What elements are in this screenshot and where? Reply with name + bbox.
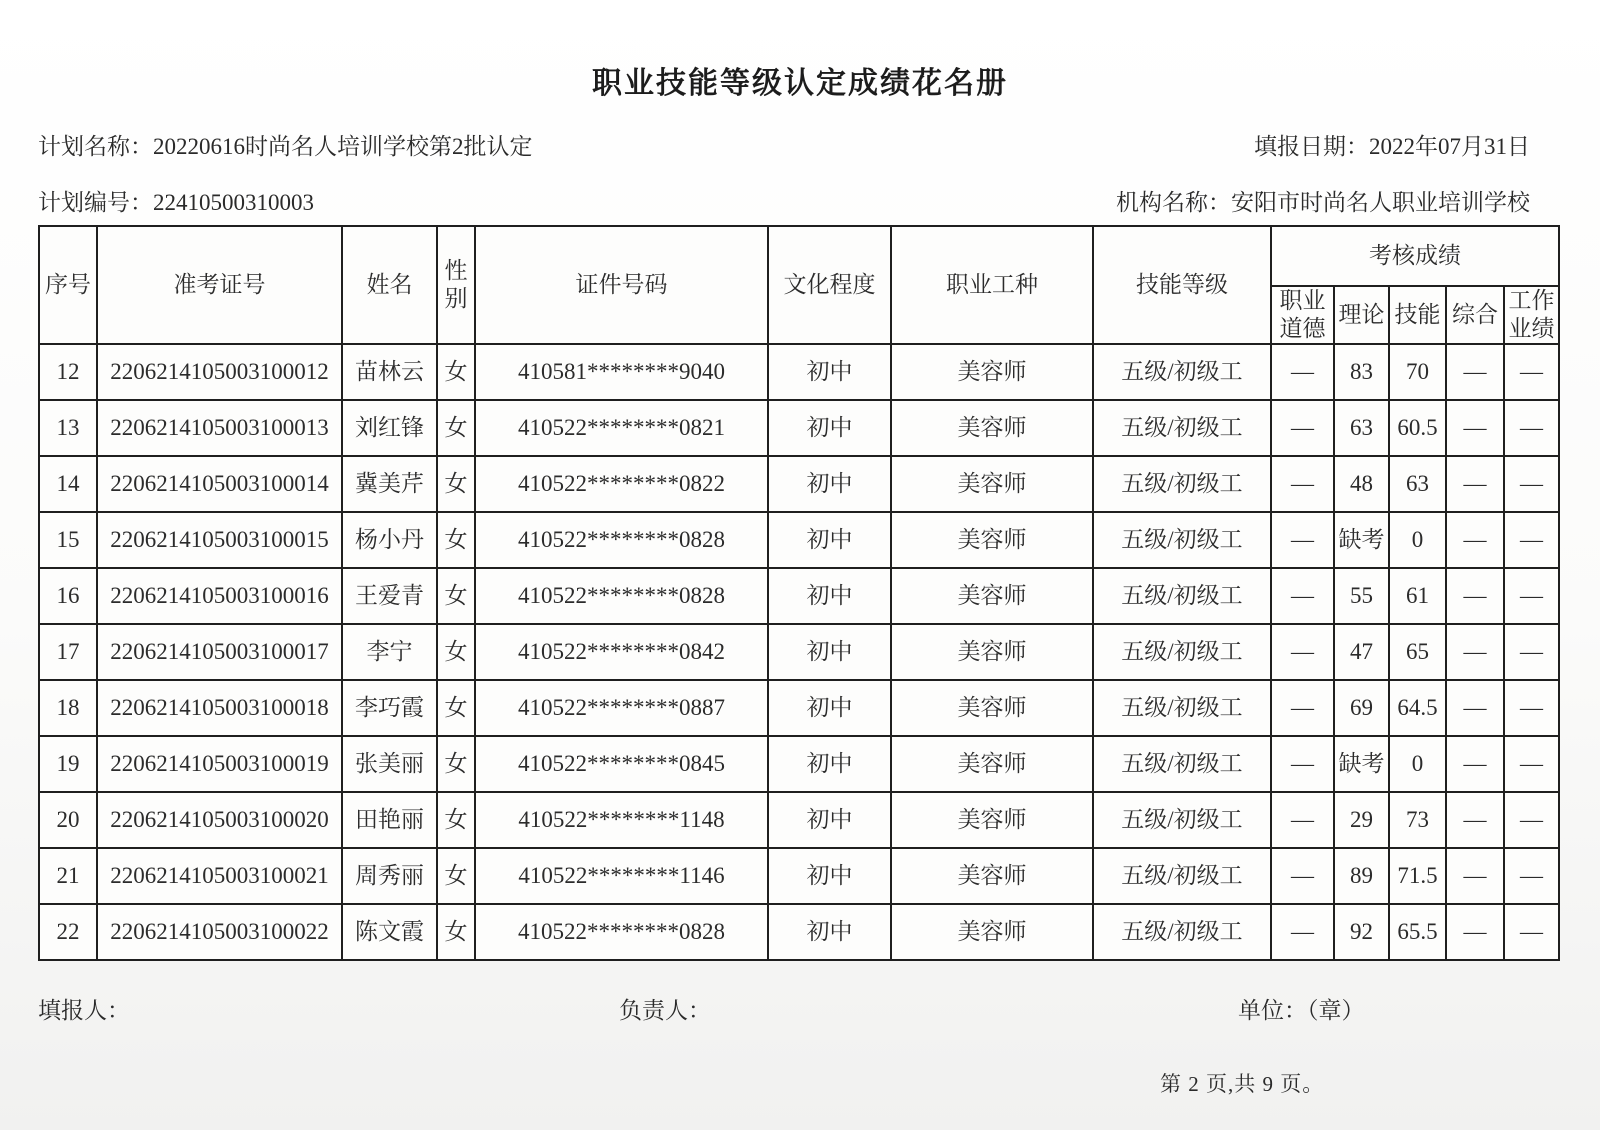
cell-gender: 女 [437, 456, 475, 512]
report-date-label: 填报日期： [1254, 134, 1369, 159]
report-date [1254, 128, 1530, 161]
cell-score-theory: 缺考 [1334, 736, 1389, 792]
cell-education: 初中 [768, 904, 891, 960]
cell-gender: 女 [437, 568, 475, 624]
cell-score-theory: 92 [1334, 904, 1389, 960]
cell-score-comprehensive: — [1446, 848, 1504, 904]
cell-score-achievement: — [1504, 344, 1559, 400]
cell-name: 刘红锋 [342, 400, 437, 456]
cell-occupation: 美容师 [891, 344, 1093, 400]
cell-education: 初中 [768, 568, 891, 624]
cell-score-comprehensive: — [1446, 568, 1504, 624]
table-row [39, 344, 1559, 400]
cell-seq: 17 [39, 624, 97, 680]
cell-education: 初中 [768, 680, 891, 736]
org-name [1116, 184, 1530, 217]
meta-line-1 [38, 128, 1530, 161]
score-roster-table [38, 225, 1560, 961]
cell-score-comprehensive: — [1446, 344, 1504, 400]
cell-skill-level: 五级/初级工 [1093, 792, 1271, 848]
cell-score-morality: — [1271, 400, 1334, 456]
cell-name: 周秀丽 [342, 848, 437, 904]
header-occupation: 职业工种 [891, 226, 1093, 344]
cell-score-morality: — [1271, 512, 1334, 568]
cell-score-comprehensive: — [1446, 736, 1504, 792]
cell-exam-no: 2206214105003100014 [97, 456, 342, 512]
cell-score-comprehensive: — [1446, 680, 1504, 736]
cell-score-skill: 73 [1389, 792, 1446, 848]
cell-gender: 女 [437, 512, 475, 568]
cell-skill-level: 五级/初级工 [1093, 624, 1271, 680]
cell-exam-no: 2206214105003100021 [97, 848, 342, 904]
header-seq: 序号 [39, 226, 97, 344]
cell-score-comprehensive: — [1446, 456, 1504, 512]
cell-score-skill: 64.5 [1389, 680, 1446, 736]
cell-id-no: 410522********0887 [475, 680, 768, 736]
cell-name: 张美丽 [342, 736, 437, 792]
cell-score-skill: 0 [1389, 512, 1446, 568]
cell-seq: 19 [39, 736, 97, 792]
plan-number-label: 计划编号： [38, 190, 153, 215]
cell-education: 初中 [768, 792, 891, 848]
cell-education: 初中 [768, 848, 891, 904]
cell-skill-level: 五级/初级工 [1093, 456, 1271, 512]
cell-occupation: 美容师 [891, 568, 1093, 624]
cell-occupation: 美容师 [891, 904, 1093, 960]
cell-score-morality: — [1271, 904, 1334, 960]
table-row [39, 904, 1559, 960]
cell-score-morality: — [1271, 792, 1334, 848]
cell-score-skill: 65.5 [1389, 904, 1446, 960]
cell-occupation: 美容师 [891, 736, 1093, 792]
header-gender: 性别 [437, 226, 475, 344]
cell-seq: 16 [39, 568, 97, 624]
header-score-comprehensive: 综合 [1446, 286, 1504, 344]
cell-exam-no: 2206214105003100018 [97, 680, 342, 736]
cell-seq: 21 [39, 848, 97, 904]
header-row-group [39, 226, 1559, 286]
cell-id-no: 410581********9040 [475, 344, 768, 400]
meta-line-2 [38, 184, 1530, 217]
cell-exam-no: 2206214105003100017 [97, 624, 342, 680]
cell-gender: 女 [437, 680, 475, 736]
cell-id-no: 410522********0821 [475, 400, 768, 456]
table-row [39, 568, 1559, 624]
cell-score-comprehensive: — [1446, 400, 1504, 456]
cell-score-skill: 71.5 [1389, 848, 1446, 904]
table-body [39, 344, 1559, 960]
cell-occupation: 美容师 [891, 400, 1093, 456]
cell-name: 杨小丹 [342, 512, 437, 568]
cell-skill-level: 五级/初级工 [1093, 400, 1271, 456]
header-name: 姓名 [342, 226, 437, 344]
plan-name [38, 128, 533, 161]
cell-occupation: 美容师 [891, 512, 1093, 568]
cell-exam-no: 2206214105003100019 [97, 736, 342, 792]
cell-score-theory: 29 [1334, 792, 1389, 848]
header-exam-no: 准考证号 [97, 226, 342, 344]
cell-exam-no: 2206214105003100022 [97, 904, 342, 960]
cell-gender: 女 [437, 400, 475, 456]
cell-score-theory: 48 [1334, 456, 1389, 512]
cell-id-no: 410522********0828 [475, 904, 768, 960]
cell-score-achievement: — [1504, 512, 1559, 568]
page-title: 职业技能等级认定成绩花名册 [592, 67, 1008, 100]
cell-seq: 13 [39, 400, 97, 456]
cell-score-achievement: — [1504, 904, 1559, 960]
cell-seq: 18 [39, 680, 97, 736]
cell-id-no: 410522********0828 [475, 512, 768, 568]
cell-name: 苗林云 [342, 344, 437, 400]
cell-gender: 女 [437, 792, 475, 848]
cell-seq: 15 [39, 512, 97, 568]
cell-score-theory: 47 [1334, 624, 1389, 680]
header-score-theory: 理论 [1334, 286, 1389, 344]
cell-skill-level: 五级/初级工 [1093, 848, 1271, 904]
header-score-achievement: 工作业绩 [1504, 286, 1559, 344]
cell-exam-no: 2206214105003100016 [97, 568, 342, 624]
cell-score-achievement: — [1504, 736, 1559, 792]
table-row [39, 680, 1559, 736]
cell-education: 初中 [768, 344, 891, 400]
filler-label: 填报人： [38, 998, 130, 1023]
cell-score-morality: — [1271, 624, 1334, 680]
cell-skill-level: 五级/初级工 [1093, 736, 1271, 792]
cell-id-no: 410522********0822 [475, 456, 768, 512]
cell-name: 李宁 [342, 624, 437, 680]
cell-skill-level: 五级/初级工 [1093, 680, 1271, 736]
header-score-group: 考核成绩 [1271, 226, 1559, 286]
cell-score-achievement: — [1504, 568, 1559, 624]
cell-score-achievement: — [1504, 624, 1559, 680]
table-row [39, 736, 1559, 792]
cell-score-comprehensive: — [1446, 512, 1504, 568]
cell-score-skill: 0 [1389, 736, 1446, 792]
cell-score-comprehensive: — [1446, 624, 1504, 680]
cell-id-no: 410522********0842 [475, 624, 768, 680]
unit-seal-label: 单位：（章） [1238, 998, 1365, 1023]
cell-score-theory: 89 [1334, 848, 1389, 904]
cell-score-achievement: — [1504, 400, 1559, 456]
table-row [39, 624, 1559, 680]
cell-score-theory: 63 [1334, 400, 1389, 456]
cell-id-no: 410522********1148 [475, 792, 768, 848]
cell-occupation: 美容师 [891, 848, 1093, 904]
cell-education: 初中 [768, 512, 891, 568]
table-row [39, 792, 1559, 848]
cell-exam-no: 2206214105003100013 [97, 400, 342, 456]
cell-seq: 12 [39, 344, 97, 400]
cell-exam-no: 2206214105003100020 [97, 792, 342, 848]
cell-score-skill: 60.5 [1389, 400, 1446, 456]
cell-seq: 20 [39, 792, 97, 848]
cell-skill-level: 五级/初级工 [1093, 512, 1271, 568]
plan-name-value: 20220616时尚名人培训学校第2批认定 [153, 134, 533, 159]
cell-education: 初中 [768, 456, 891, 512]
header-skill-level: 技能等级 [1093, 226, 1271, 344]
cell-seq: 22 [39, 904, 97, 960]
table-row [39, 400, 1559, 456]
cell-score-morality: — [1271, 456, 1334, 512]
cell-score-achievement: — [1504, 848, 1559, 904]
cell-occupation: 美容师 [891, 456, 1093, 512]
manager-label: 负责人： [619, 998, 711, 1023]
cell-score-morality: — [1271, 680, 1334, 736]
cell-score-morality: — [1271, 568, 1334, 624]
plan-name-label: 计划名称： [38, 134, 153, 159]
cell-score-morality: — [1271, 848, 1334, 904]
cell-name: 王爱青 [342, 568, 437, 624]
header-id-no: 证件号码 [475, 226, 768, 344]
cell-occupation: 美容师 [891, 680, 1093, 736]
plan-number-value: 22410500310003 [153, 190, 314, 215]
cell-occupation: 美容师 [891, 624, 1093, 680]
org-name-label: 机构名称： [1116, 190, 1231, 215]
cell-name: 陈文霞 [342, 904, 437, 960]
cell-score-skill: 61 [1389, 568, 1446, 624]
cell-education: 初中 [768, 624, 891, 680]
table-row [39, 456, 1559, 512]
cell-score-skill: 63 [1389, 456, 1446, 512]
cell-exam-no: 2206214105003100012 [97, 344, 342, 400]
cell-gender: 女 [437, 736, 475, 792]
plan-number [38, 184, 314, 217]
cell-gender: 女 [437, 344, 475, 400]
cell-id-no: 410522********1146 [475, 848, 768, 904]
cell-education: 初中 [768, 400, 891, 456]
cell-score-comprehensive: — [1446, 792, 1504, 848]
cell-skill-level: 五级/初级工 [1093, 904, 1271, 960]
cell-gender: 女 [437, 848, 475, 904]
cell-skill-level: 五级/初级工 [1093, 568, 1271, 624]
cell-exam-no: 2206214105003100015 [97, 512, 342, 568]
cell-score-theory: 55 [1334, 568, 1389, 624]
cell-score-theory: 缺考 [1334, 512, 1389, 568]
cell-occupation: 美容师 [891, 792, 1093, 848]
cell-skill-level: 五级/初级工 [1093, 344, 1271, 400]
table-row [39, 512, 1559, 568]
cell-score-morality: — [1271, 344, 1334, 400]
header-score-morality: 职业道德 [1271, 286, 1334, 344]
cell-name: 李巧霞 [342, 680, 437, 736]
report-date-value: 2022年07月31日 [1369, 134, 1530, 159]
cell-gender: 女 [437, 904, 475, 960]
cell-score-skill: 70 [1389, 344, 1446, 400]
cell-score-achievement: — [1504, 456, 1559, 512]
table-header [39, 226, 1559, 344]
cell-name: 田艳丽 [342, 792, 437, 848]
cell-gender: 女 [437, 624, 475, 680]
table-row [39, 848, 1559, 904]
cell-score-achievement: — [1504, 792, 1559, 848]
cell-score-morality: — [1271, 736, 1334, 792]
cell-score-theory: 83 [1334, 344, 1389, 400]
cell-score-achievement: — [1504, 680, 1559, 736]
header-education: 文化程度 [768, 226, 891, 344]
cell-seq: 14 [39, 456, 97, 512]
cell-score-theory: 69 [1334, 680, 1389, 736]
cell-id-no: 410522********0828 [475, 568, 768, 624]
cell-name: 冀美芹 [342, 456, 437, 512]
page-number-info: 第 2 页,共 9 页。 [1160, 1072, 1325, 1096]
cell-id-no: 410522********0845 [475, 736, 768, 792]
org-name-value: 安阳市时尚名人职业培训学校 [1231, 190, 1530, 215]
header-score-skill: 技能 [1389, 286, 1446, 344]
cell-education: 初中 [768, 736, 891, 792]
cell-score-comprehensive: — [1446, 904, 1504, 960]
cell-score-skill: 65 [1389, 624, 1446, 680]
